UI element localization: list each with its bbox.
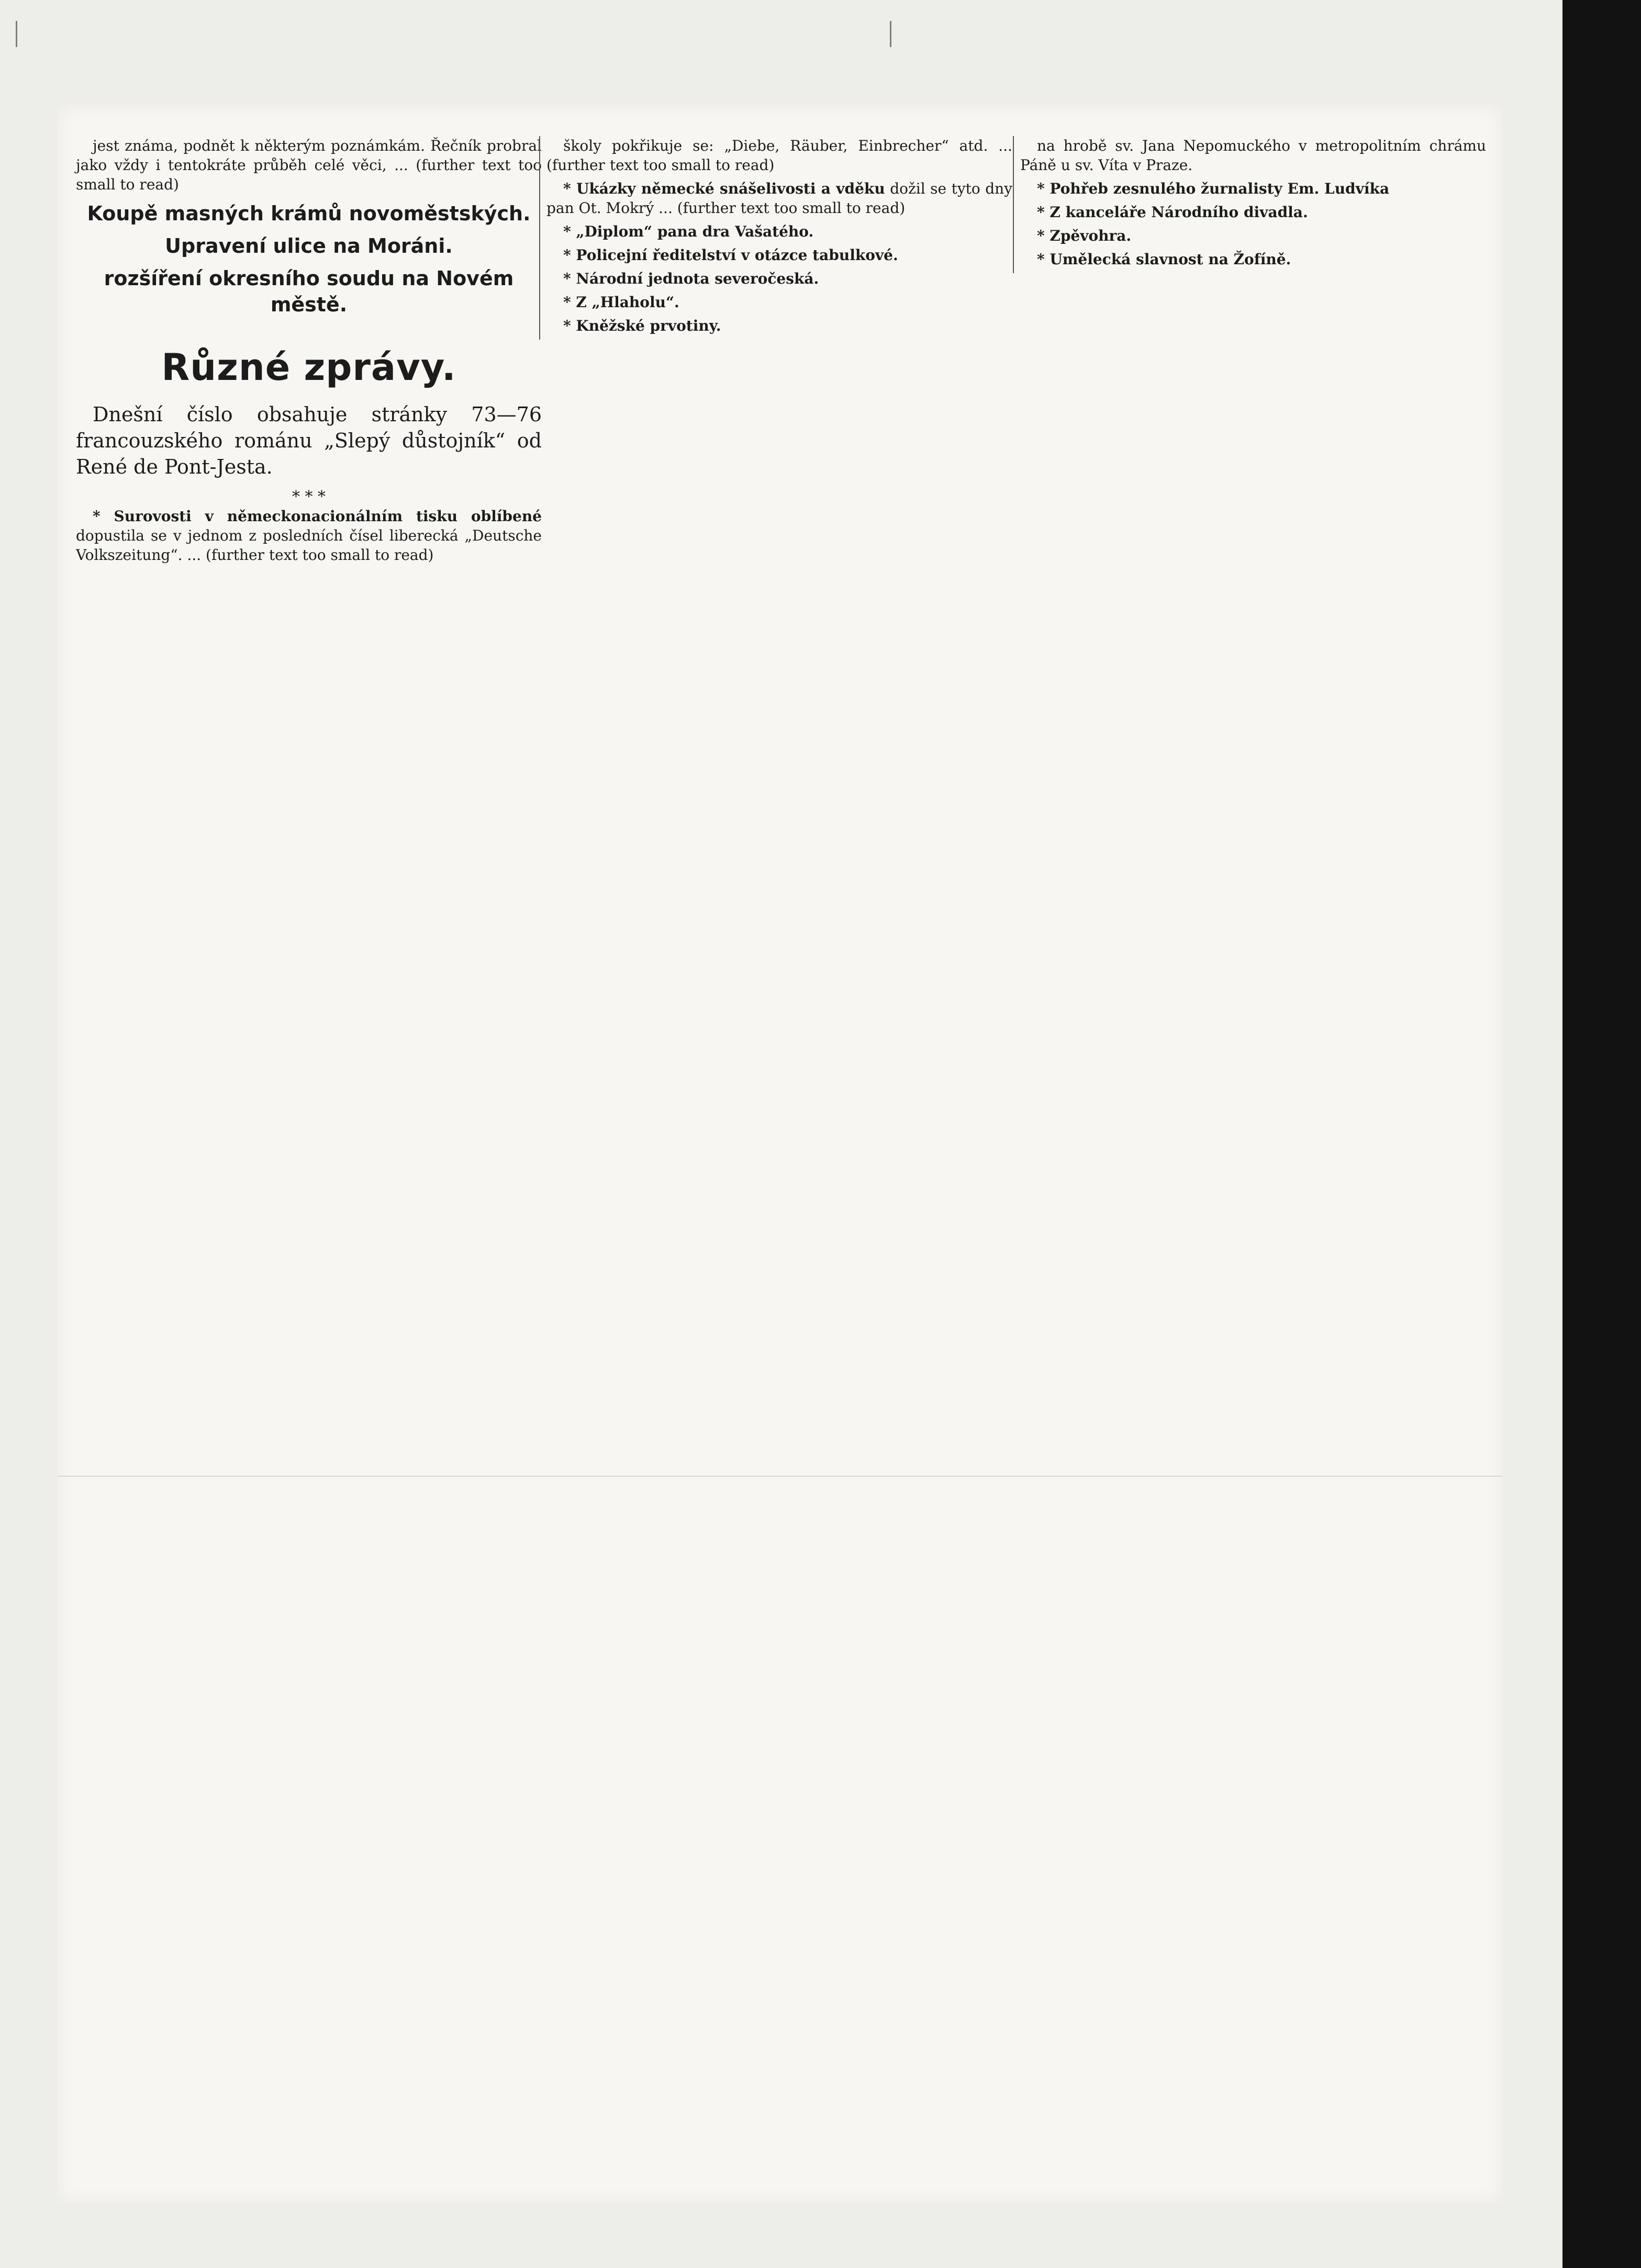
news-item-pohreb	[1020, 179, 1486, 198]
news-item-title: * „Diplom“ pana dra Vašatého.	[563, 223, 814, 240]
article-text: jest známa, podnět k některým poznámkám. Řečník probral jako vždy i tentokráte průběh celé věci, ... (further text too small to read)	[76, 137, 542, 193]
news-item-title: * Z „Hlaholu“.	[563, 294, 679, 311]
news-item-title: * Policejní ředitelství v otázce tabulkové.	[563, 246, 898, 264]
news-item-title: * Kněžské prvotiny.	[563, 317, 721, 334]
scan-mark-center	[890, 21, 902, 47]
column-1	[76, 136, 542, 569]
scan-mark-left	[16, 21, 28, 47]
article-text: na hrobě sv. Jana Nepomuckého v metropolitním chrámu Páně u sv. Víta v Praze.	[1020, 137, 1486, 174]
news-item-slavnost	[1020, 250, 1486, 269]
column-3	[1013, 136, 1486, 273]
serial-notice: Dnešní číslo obsahuje stránky 73—76 francouzského románu „Slepý důstojník“ od René de Pont-Jesta.	[76, 403, 542, 478]
news-item-ukazky: * Ukázky německé snášelivosti a vděku dožil se tyto dny pan Ot. Mokrý ... (further text too small to read)	[546, 180, 1013, 217]
news-item-title: * Surovosti v německonacionálním tisku oblíbené	[93, 508, 542, 525]
subheading-court: rozšíření okresního soudu na Novém městě.	[104, 267, 514, 316]
news-item-diplom	[546, 222, 1012, 241]
news-item-policejni	[546, 245, 1012, 265]
article-text: školy pokřikuje se: „Diebe, Räuber, Einbrecher“ atd. ... (further text too small to read)	[546, 137, 1012, 174]
section-heading-ruzne-zpravy: Různé zprávy.	[161, 346, 456, 389]
news-item-title: * Národní jednota severočeská.	[563, 270, 819, 287]
subheading-stalls: Koupě masných krámů novoměstských.	[87, 202, 531, 225]
news-item-hlahol	[546, 293, 1012, 312]
news-item-surovosti: * Surovosti v německonacionálním tisku oblíbené dopustila se v jednom z posledních čísel liberecká „Deutsche Volkszeitung“. ... (further text too small to read)	[76, 508, 542, 564]
news-item-title: * Umělecká slavnost na Žofíně.	[1037, 251, 1291, 268]
page-fold-line	[58, 1476, 1502, 1477]
news-item-title: * Ukázky německé snášelivosti a vděku	[563, 180, 885, 197]
scan-border-right	[1562, 0, 1641, 2268]
news-item-title: * Z kanceláře Národního divadla.	[1037, 204, 1308, 221]
news-item-narodni-jednota	[546, 269, 1012, 288]
news-item-title: * Zpěvohra.	[1037, 227, 1132, 244]
separator-stars: * * *	[292, 488, 326, 506]
news-item-knezske	[546, 316, 1012, 335]
news-item-zpevohra	[1020, 226, 1486, 245]
news-item-title: * Pohřeb zesnulého žurnalisty Em. Ludvíka	[1037, 180, 1390, 197]
subheading-street: Upravení ulice na Moráni.	[165, 234, 453, 257]
column-2	[539, 136, 1012, 340]
news-item-divadlo	[1020, 203, 1486, 222]
